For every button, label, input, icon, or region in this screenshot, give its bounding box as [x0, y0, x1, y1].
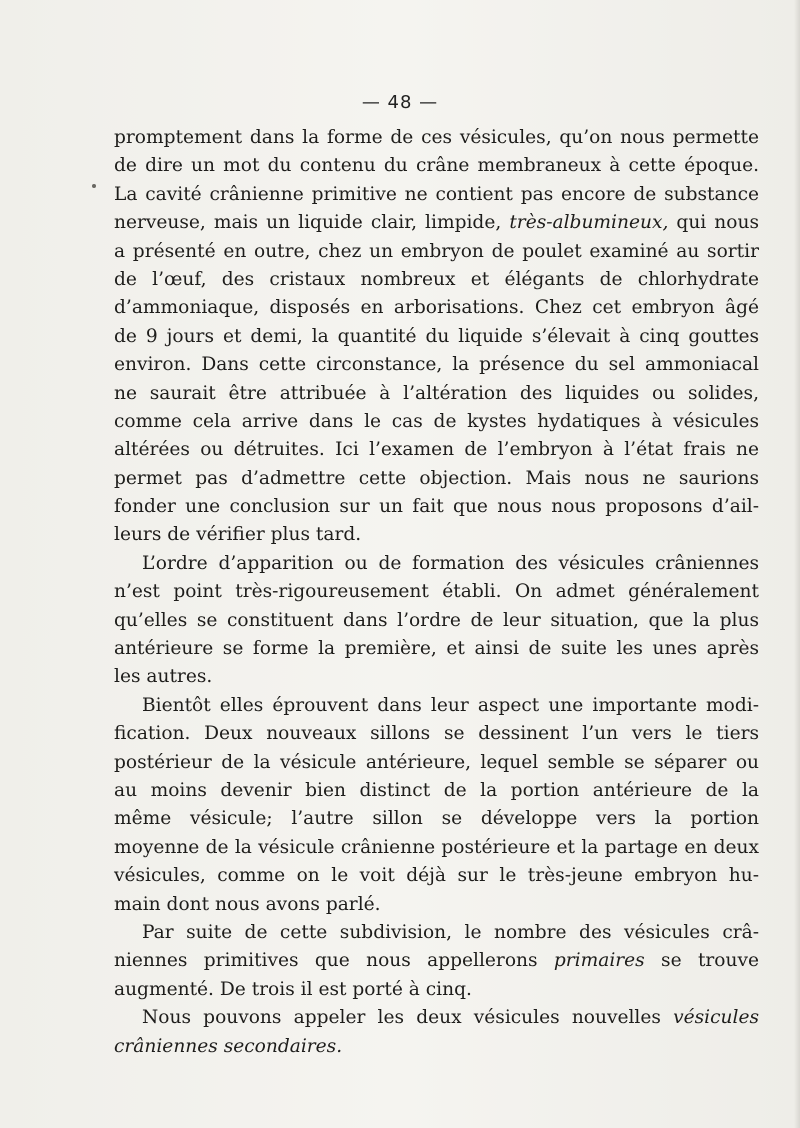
text-line: au moins devenir bien distinct de la portion antérieure de la [114, 779, 759, 801]
text-segment: niennes primitives que nous appellerons [114, 950, 538, 972]
text-line [114, 209, 759, 237]
body-text [114, 124, 759, 1061]
text-line: altérées ou détruites. Ici l’examen de l’embryon à l’état frais ne [114, 439, 759, 461]
text-line: de l’œuf, des cristaux nombreux et élégants de chlorhydrate [114, 268, 759, 290]
text-line: fonder une conclusion sur un fait que nous nous proposons d’ail- [114, 496, 759, 518]
text-segment: qui nous [668, 212, 759, 234]
italic-term: crâniennes secondaires. [114, 1035, 343, 1057]
text-segment: Nous pouvons appeler les deux vésicules nouvelles [142, 1007, 661, 1029]
italic-term: vésicules [673, 1007, 759, 1029]
text-line [114, 1004, 759, 1032]
text-line [114, 947, 759, 975]
text-line: Bientôt elles éprouvent dans leur aspect une importante modi- [142, 694, 759, 716]
text-line: antérieure se forme la première, et ainsi de suite les unes après [114, 638, 759, 660]
text-line: La cavité crânienne primitive ne contient pas encore de substance [114, 183, 759, 205]
text-line: de dire un mot du contenu du crâne membraneux à cette époque. [114, 155, 759, 177]
page-number: — 48 — [361, 92, 439, 113]
text-line: permet pas d’admettre cette objection. Mais nous ne saurions [114, 467, 759, 489]
text-line: postérieur de la vésicule antérieure, lequel semble se séparer ou [114, 751, 759, 773]
text-line: augmenté. De trois il est porté à cinq. [114, 978, 472, 1000]
text-segment: se trouve [644, 950, 759, 972]
text-line: n’est point très-rigoureusement établi. On admet généralement [114, 581, 759, 603]
text-segment: nerveuse, mais un liquide clair, limpide, [114, 212, 502, 234]
text-line: fication. Deux nouveaux sillons se dessinent l’un vers le tiers [114, 723, 759, 745]
text-line: moyenne de la vésicule crânienne postérieure et la partage en deux [114, 836, 759, 858]
text-line: environ. Dans cette circonstance, la présence du sel ammoniacal [114, 354, 759, 376]
text-line: a présenté en outre, chez un embryon de poulet examiné au sortir [114, 240, 759, 262]
text-line: ne saurait être attribuée à l’altération des liquides ou solides, [114, 382, 759, 404]
text-line: Par suite de cette subdivision, le nombre des vésicules crâ- [142, 921, 759, 943]
text-line: leurs de vérifier plus tard. [114, 524, 362, 546]
text-line: promptement dans la forme de ces vésicules, qu’on nous permette [114, 127, 759, 148]
text-line: main dont nous avons parlé. [114, 893, 381, 915]
text-line: les autres. [114, 666, 213, 688]
text-line: L’ordre d’apparition ou de formation des vésicules crâniennes [142, 552, 759, 574]
italic-term: très-albumineux, [509, 212, 669, 234]
margin-mark [92, 184, 96, 188]
text-line: vésicules, comme on le voit déjà sur le très-jeune embryon hu- [114, 865, 759, 887]
text-line: comme cela arrive dans le cas de kystes hydatiques à vésicules [114, 410, 759, 432]
text-line: d’ammoniaque, disposés en arborisations. Chez cet embryon âgé [114, 297, 759, 319]
text-line [114, 1033, 759, 1061]
text-line: de 9 jours et demi, la quantité du liquide s’élevait à cinq gouttes [114, 325, 759, 347]
italic-term: primaires [553, 950, 645, 972]
text-line: qu’elles se constituent dans l’ordre de leur situation, que la plus [114, 609, 759, 631]
page-edge-shadow [794, 0, 800, 1128]
text-line: même vésicule; l’autre sillon se développe vers la portion [114, 808, 759, 830]
